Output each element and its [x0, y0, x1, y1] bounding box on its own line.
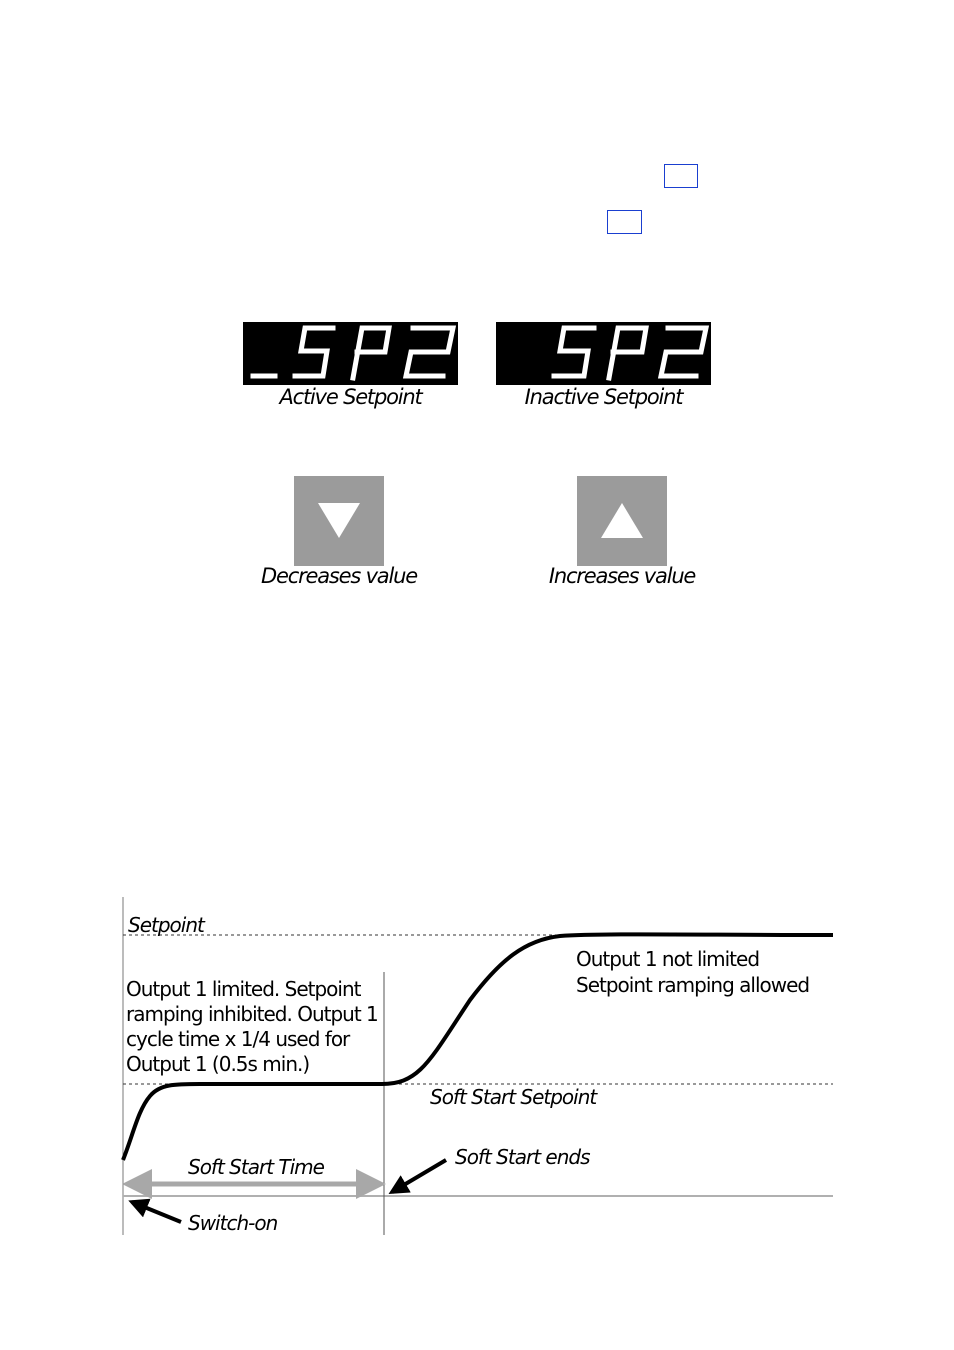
not-limited-text-line-2: Setpoint ramping allowed: [576, 973, 810, 997]
soft-start-ends-label: Soft Start ends: [455, 1145, 590, 1169]
soft-start-ends-pointer: [392, 1160, 446, 1192]
soft-start-time-label: Soft Start Time: [188, 1155, 324, 1179]
inactive-setpoint-display: [496, 322, 711, 385]
down-key-caption: Decreases value: [261, 564, 417, 588]
soft-start-diagram: [0, 880, 954, 1250]
soft-start-setpoint-label: Soft Start Setpoint: [430, 1085, 597, 1109]
inactive-setpoint-readout: [496, 322, 711, 385]
up-key[interactable]: [577, 476, 667, 566]
ref-link-1[interactable]: [664, 164, 698, 188]
up-arrow-icon: [577, 476, 667, 566]
inactive-setpoint-caption: Inactive Setpoint: [524, 385, 683, 409]
limited-text-line-1: Output 1 limited. Setpoint: [126, 977, 361, 1001]
up-key-caption: Increases value: [548, 564, 696, 588]
active-setpoint-caption: Active Setpoint: [279, 385, 422, 409]
limited-text-line-3: cycle time x 1/4 used for: [126, 1027, 350, 1051]
down-arrow-icon: [294, 476, 384, 566]
switch-on-label: Switch-on: [188, 1211, 278, 1235]
ref-link-2[interactable]: [607, 210, 642, 234]
limited-text-line-4: Output 1 (0.5s min.): [126, 1052, 310, 1076]
active-setpoint-readout: [243, 322, 458, 385]
limited-text-line-2: ramping inhibited. Output 1: [126, 1002, 378, 1026]
down-key[interactable]: [294, 476, 384, 566]
switch-on-pointer: [132, 1202, 181, 1222]
active-setpoint-display: [243, 322, 458, 385]
setpoint-label: Setpoint: [128, 913, 204, 937]
not-limited-text-line-1: Output 1 not limited: [576, 947, 760, 971]
